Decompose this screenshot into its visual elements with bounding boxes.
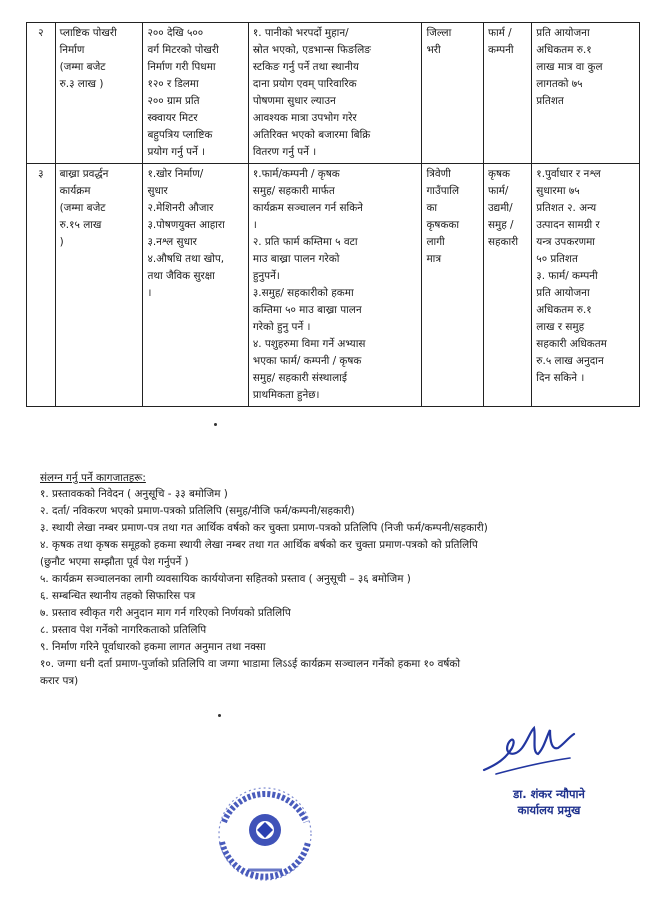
grant-amount-line: १.पुर्वाधार र नश्ल	[536, 168, 601, 180]
grant-amount-line: लाख र समुह	[536, 321, 585, 333]
program-name-line: )	[59, 236, 64, 248]
grant-amount-line: उत्पादन सामग्री र	[536, 219, 600, 231]
program-beneficiary-line: समुह /	[487, 219, 514, 231]
program-activities-line: ३.पोषणयुक्त आहारा	[147, 219, 225, 231]
program-procedure-line: दाना प्रयोग एवम् पारिवारिक	[252, 78, 357, 90]
grant-amount-line: प्रति आयोजना	[536, 287, 590, 299]
program-name-cell	[55, 23, 143, 164]
attachments-heading: संलग्न गर्नु पर्ने कागजातहरू:	[40, 472, 146, 484]
grant-amount-cell	[532, 164, 640, 407]
program-procedure-line: स्रोत भएको, एडभान्स फिङलिङ	[252, 44, 371, 56]
table-row	[27, 23, 640, 164]
grant-amount-line: ३. फार्म/ कम्पनी	[536, 270, 598, 282]
program-activities-line: ४.औषधि तथा खोप,	[147, 253, 225, 265]
program-area-line: का	[426, 202, 438, 214]
program-name-line: रु.१५ लाख	[59, 219, 102, 231]
program-area-line: त्रिवेणी	[426, 168, 451, 180]
program-procedure-line: प्राथमिकता हुनेछ।	[252, 389, 320, 401]
grant-amount-line: लाख मात्र वा कुल	[536, 61, 603, 73]
grant-amount-cell	[532, 23, 640, 164]
program-area-line: जिल्ला	[426, 27, 452, 39]
program-procedure-line: ।	[252, 219, 257, 231]
grant-amount-line: सहकारी अधिकतम	[536, 338, 607, 350]
program-procedure-line: वितरण गर्नु पर्ने ।	[252, 146, 317, 158]
program-activities-line: तथा जैविक सुरक्षा	[147, 270, 215, 282]
program-procedure-line: ३.समुह/ सहकारीको हकमा	[252, 287, 354, 299]
program-area-cell	[422, 23, 484, 164]
grant-amount-line: दिन सकिने ।	[536, 372, 585, 384]
program-procedure-line: आवश्यक मात्रा उपभोग गरेर	[252, 112, 357, 124]
table-row	[27, 164, 640, 407]
program-beneficiary-cell	[483, 164, 531, 407]
program-beneficiary-line: उद्यमी/	[487, 202, 513, 214]
program-activities-line: ।	[147, 287, 152, 299]
program-procedure-line: २. प्रति फार्म कम्तिमा ५ वटा	[252, 236, 358, 248]
grant-amount-line: अधिकतम रु.१	[536, 304, 592, 316]
attachment-item: ५. कार्यक्रम सञ्चालनका लागी व्यवसायिक कार्ययोजना सहितको प्रस्ताव ( अनुसूची – ३६ बमोजिम )	[40, 573, 411, 585]
grant-amount-line: अधिकतम रु.१	[536, 44, 592, 56]
program-activities-cell	[143, 23, 248, 164]
program-activities-line: सुधार	[147, 185, 168, 197]
program-name-line: (जम्मा बजेट	[59, 61, 106, 73]
program-activities-line: २.मेशिनरी औजार	[147, 202, 214, 214]
program-procedure-line: समुह/ सहकारी मार्फत	[252, 185, 335, 197]
attachment-item: ७. प्रस्ताव स्वीकृत गरी अनुदान माग गर्न गरिएको निर्णयको प्रतिलिपि	[40, 607, 291, 619]
attachments-section	[40, 470, 640, 690]
attachment-item: (छुनौट भएमा सम्झौता पूर्व पेश गर्नुपर्ने )	[40, 556, 189, 568]
program-procedure-line: १.फार्म/कम्पनी / कृषक	[252, 168, 340, 180]
program-area-line: कृषकका	[426, 219, 460, 231]
program-name-line: बाख्रा प्रवर्द्धन	[59, 168, 109, 180]
row-number-cell: ३	[27, 164, 56, 407]
program-procedure-cell	[248, 23, 422, 164]
attachment-item: २. दर्ता/ नविकरण भएको प्रमाण-पत्रको प्रतिलिपि (समुह/नीजि फर्म/कम्पनी/सहकारी)	[40, 505, 355, 517]
program-beneficiary-cell	[483, 23, 531, 164]
program-beneficiary-line: फार्म/	[487, 185, 509, 197]
stray-mark	[218, 714, 221, 717]
program-procedure-line: स्टकिङ गर्नु पर्ने तथा स्थानीय	[252, 61, 359, 73]
signatory-block	[474, 786, 624, 818]
grant-amount-line: प्रतिशत	[536, 95, 564, 107]
program-procedure-line: अतिरिक्त भएको बजारमा बिक्रि	[252, 129, 371, 141]
program-beneficiary-line: कम्पनी	[487, 44, 514, 56]
grant-amount-line: प्रतिशत २. अन्य	[536, 202, 597, 214]
program-name-cell	[55, 164, 143, 407]
program-beneficiary-line: फार्म /	[487, 27, 512, 39]
attachments-list	[40, 486, 640, 690]
program-beneficiary-line: कृषक	[487, 168, 510, 180]
program-activities-line: २०० देखि ५००	[147, 27, 204, 39]
grant-program-table	[26, 22, 640, 407]
program-beneficiary-line: सहकारी	[487, 236, 519, 248]
program-procedure-line: १. पानीको भरपर्दो मुहान/	[252, 27, 349, 39]
program-procedure-line: ४. पशुहरुमा विमा गर्ने अभ्यास	[252, 338, 366, 350]
program-procedure-line: समुह/ सहकारी संस्थालाई	[252, 372, 347, 384]
program-activities-line: बहुपत्रिय प्लाष्टिक	[147, 129, 213, 141]
grant-amount-line: यन्त्र उपकरणमा	[536, 236, 595, 248]
program-procedure-line: माउ बाख्रा पालन गरेको	[252, 253, 340, 265]
attachment-item: ६. सम्बन्धित स्थानीय तहको सिफारिस पत्र	[40, 590, 196, 602]
program-procedure-line: गरेको हुनु पर्ने ।	[252, 321, 311, 333]
program-name-line: निर्माण	[59, 44, 85, 56]
program-name-line: प्लाष्टिक पोखरी	[59, 27, 117, 39]
program-procedure-line: पोषणमा सुधार ल्याउन	[252, 95, 336, 107]
signatory-title: कार्यालय प्रमुख	[517, 803, 581, 817]
signatory-name: डा. शंकर न्यौपाने	[513, 787, 585, 801]
program-activities-cell	[143, 164, 248, 407]
program-area-line: लागी	[426, 236, 445, 248]
attachment-item: ९. निर्माण गरिने पूर्वाधारको हकमा लागत अनुमान तथा नक्सा	[40, 641, 266, 653]
program-activities-line: ३.नश्ल सुधार	[147, 236, 197, 248]
program-procedure-line: कम्तिमा ५० माउ बाख्रा पालन	[252, 304, 362, 316]
attachment-item: ४. कृषक तथा कृषक समूहको हकमा स्थायी लेखा नम्बर तथा गत आर्थिक बर्षको कर चुक्ता प्रमाण-पत्रको को प्रतिलिपि	[40, 539, 478, 551]
program-activities-line: निर्माण गरी पिधमा	[147, 61, 216, 73]
program-activities-line: वर्ग मिटरको पोखरी	[147, 44, 219, 56]
grant-amount-line: ५० प्रतिशत	[536, 253, 578, 265]
attachment-item: ३. स्थायी लेखा नम्बर प्रमाण-पत्र तथा गत आर्थिक वर्षको कर चुक्ता प्रमाण-पत्रको प्रतिलिपि (निजी फर्म/कम्पनी/सहकारी)	[40, 522, 488, 534]
row-number-cell: २	[27, 23, 56, 164]
program-area-line: गाउँपालि	[426, 185, 460, 197]
program-name-line: कार्यक्रम	[59, 185, 91, 197]
program-activities-line: प्रयोग गर्नु पर्ने ।	[147, 146, 206, 158]
stray-mark	[214, 423, 217, 426]
attachment-item: १०. जग्गा धनी दर्ता प्रमाण-पुर्जाको प्रतिलिपि वा जग्गा भाडामा लिऽऽई कार्यक्रम सञ्चालन गर्नेको हकमा १० वर्षको	[40, 658, 461, 670]
program-activities-line: स्क्वायर मिटर	[147, 112, 198, 124]
program-activities-line: १२० र डिलमा	[147, 78, 199, 90]
program-activities-line: २०० ग्राम प्रति	[147, 95, 200, 107]
attachment-item: करार पत्र)	[40, 675, 79, 687]
grant-amount-line: रु.५ लाख अनुदान	[536, 355, 604, 367]
grant-amount-line: सुधारमा ७५	[536, 185, 580, 197]
program-area-line: भरी	[426, 44, 441, 56]
program-procedure-line: हुनुपर्ने।	[252, 270, 280, 282]
program-procedure-line: कार्यक्रम सञ्चालन गर्न सकिने	[252, 202, 363, 214]
grant-amount-line: लागतको ७५	[536, 78, 583, 90]
program-procedure-line: भएका फार्म/ कम्पनी / कृषक	[252, 355, 362, 367]
program-activities-line: १.खोर निर्माण/	[147, 168, 204, 180]
program-area-line: मात्र	[426, 253, 442, 265]
program-name-line: रु.३ लाख )	[59, 78, 104, 90]
program-name-line: (जम्मा बजेट	[59, 202, 106, 214]
handwritten-signature	[478, 718, 578, 778]
attachment-item: १. प्रस्तावकको निवेदन ( अनुसूचि - ३३ बमोजिम )	[40, 488, 228, 500]
attachment-item: ८. प्रस्ताव पेश गर्नेको नागरिकताको प्रतिलिपि	[40, 624, 207, 636]
program-procedure-cell	[248, 164, 422, 407]
office-seal-icon	[210, 782, 320, 892]
program-area-cell	[422, 164, 484, 407]
grant-amount-line: प्रति आयोजना	[536, 27, 590, 39]
